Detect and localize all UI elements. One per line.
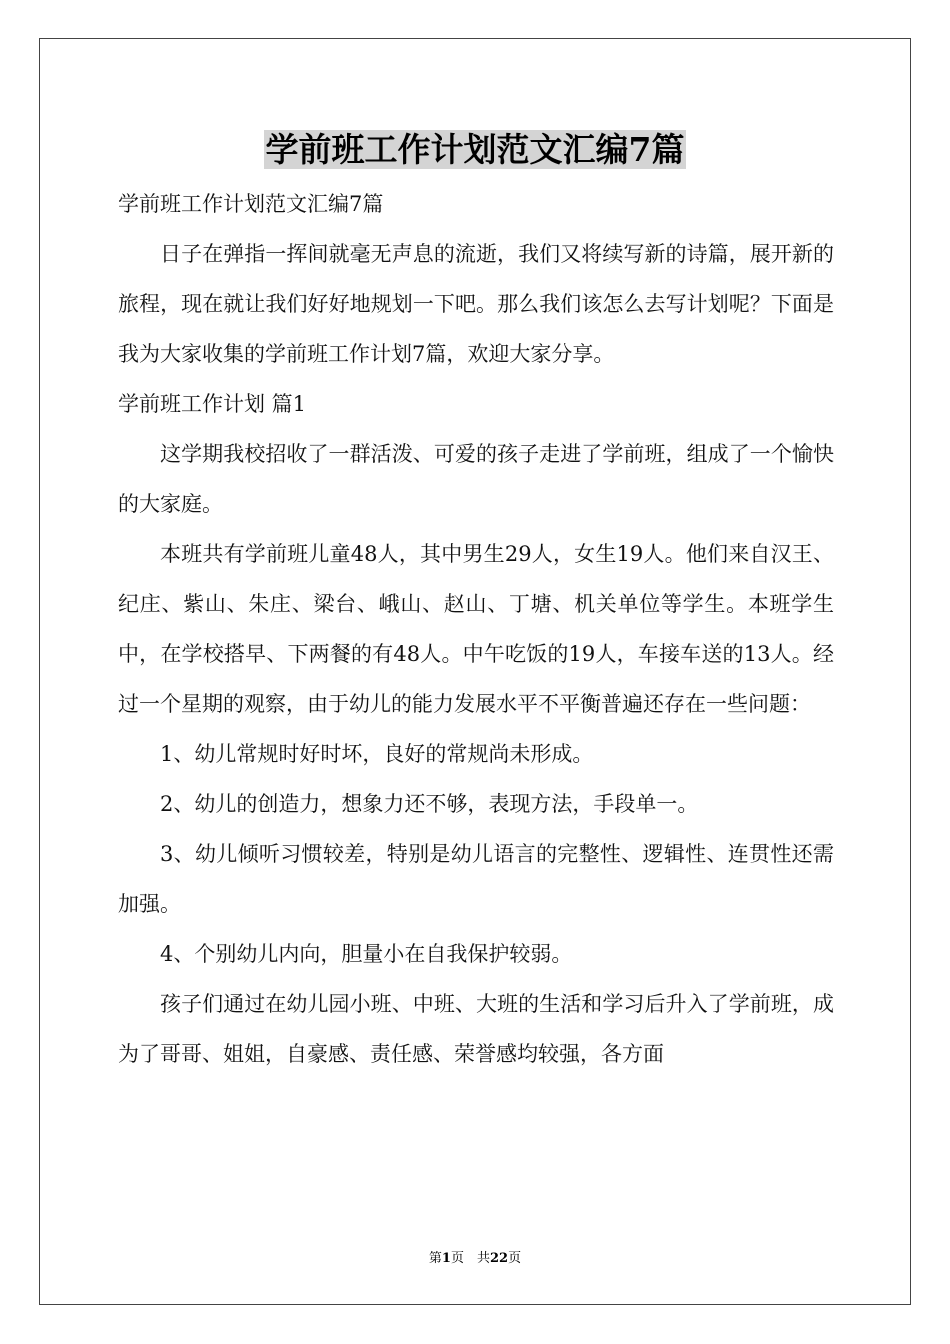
- footer-current-page: 1: [441, 1251, 451, 1266]
- paragraph: 日子在弹指一挥间就毫无声息的流逝，我们又将续写新的诗篇，展开新的旅程，现在就让我们好好地规划一下吧。那么我们该怎么去写计划呢？下面是我为大家收集的学前班工作计划7篇，欢迎大家分享。: [118, 242, 834, 366]
- paragraph: 2、幼儿的创造力，想象力还不够，表现方法，手段单一。: [160, 792, 699, 816]
- paragraph: 学前班工作计划 篇1: [118, 392, 307, 416]
- footer-prefix: 第: [428, 1251, 442, 1266]
- paragraph: 4、个别幼儿内向，胆量小在自我保护较弱。: [160, 942, 573, 966]
- paragraph: 学前班工作计划范文汇编7篇: [118, 192, 384, 216]
- paragraph: 本班共有学前班儿童48人，其中男生29人，女生19人。他们来自汉王、纪庄、紫山、朱庄、梁台、峨山、赵山、丁塘、机关单位等学生。本班学生中，在学校搭早、下两餐的有48人。中午吃饭的19人，车接车送的13人。经过一个星期的观察，由于幼儿的能力发展水平不平衡普遍还存在一些问题：: [118, 542, 834, 716]
- document-title: [0, 128, 950, 172]
- document-title-text: 学前班工作计划范文汇编7篇: [265, 130, 685, 169]
- paragraph: 孩子们通过在幼儿园小班、中班、大班的生活和学习后升入了学前班，成为了哥哥、姐姐，自豪感、责任感、荣誉感均较强，各方面: [118, 992, 834, 1066]
- document-body: [118, 179, 834, 1079]
- footer-mid: 页 共: [450, 1251, 490, 1266]
- footer-suffix: 页: [508, 1251, 522, 1266]
- paragraph: 1、幼儿常规时好时坏，良好的常规尚未形成。: [160, 742, 594, 766]
- paragraph: 3、幼儿倾听习惯较差，特别是幼儿语言的完整性、逻辑性、连贯性还需加强。: [118, 842, 834, 916]
- paragraph: 这学期我校招收了一群活泼、可爱的孩子走进了学前班，组成了一个愉快的大家庭。: [118, 442, 834, 516]
- page-footer: [0, 1247, 950, 1266]
- footer-total-pages: 22: [489, 1251, 509, 1266]
